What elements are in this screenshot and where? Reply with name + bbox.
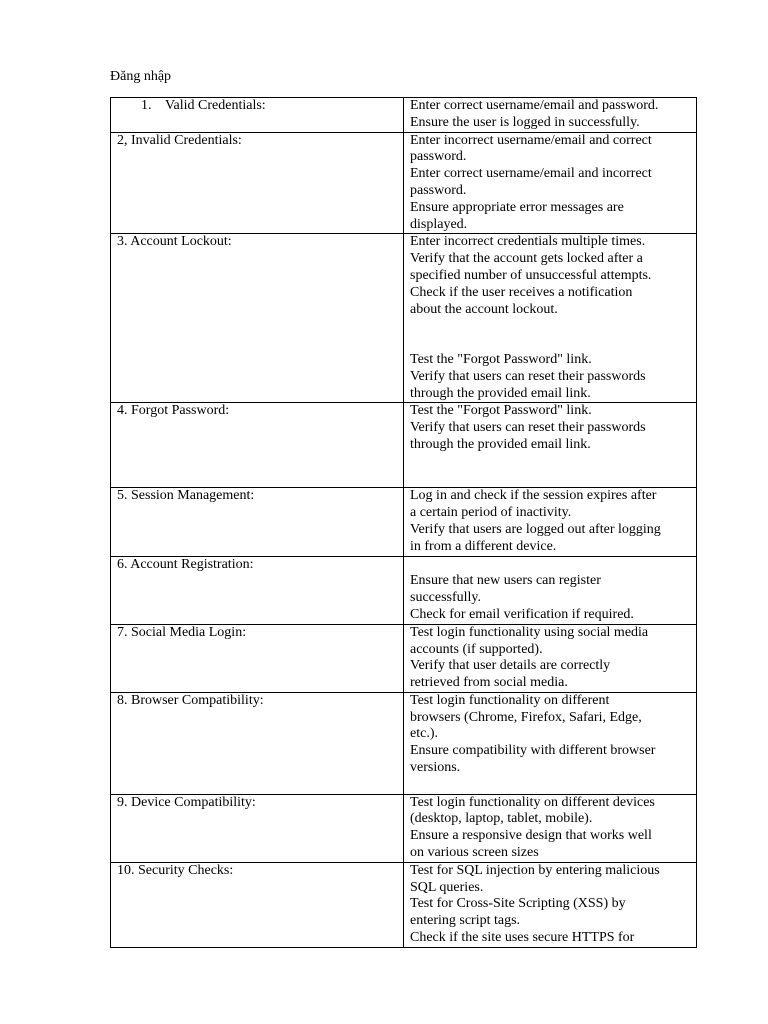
test-step-line: through the provided email link. bbox=[410, 385, 591, 401]
test-step-line: Check if the site uses secure HTTPS for bbox=[410, 930, 635, 946]
test-case-label: 3. Account Lockout: bbox=[117, 234, 232, 250]
test-step-line: versions. bbox=[410, 760, 461, 776]
test-step-line: entering script tags. bbox=[410, 913, 521, 929]
test-step-line: on various screen sizes bbox=[410, 845, 539, 861]
test-case-number: 1. bbox=[141, 98, 152, 113]
test-step-line: a certain period of inactivity. bbox=[410, 505, 572, 521]
test-step-line: displayed. bbox=[410, 216, 468, 232]
table-row bbox=[111, 556, 697, 624]
test-step-line: Ensure compatibility with different browser bbox=[410, 743, 656, 759]
test-step-line: Enter incorrect credentials multiple times. bbox=[410, 234, 646, 250]
test-step-line: SQL queries. bbox=[410, 879, 484, 895]
table-row bbox=[111, 98, 697, 133]
test-steps-cell bbox=[404, 862, 697, 947]
test-step-line: browsers (Chrome, Firefox, Safari, Edge, bbox=[410, 709, 642, 725]
test-step-line: Test login functionality on different bbox=[410, 692, 610, 708]
test-step-line bbox=[410, 454, 690, 471]
test-step-line: about the account lockout. bbox=[410, 301, 558, 317]
test-step-line: etc.). bbox=[410, 726, 438, 742]
test-step-line: (desktop, laptop, tablet, mobile). bbox=[410, 811, 593, 827]
test-step-line: Verify that users can reset their passwords bbox=[410, 368, 646, 384]
table-row bbox=[111, 234, 697, 403]
test-step-line: Verify that the account gets locked after a bbox=[410, 251, 643, 267]
test-step-line bbox=[410, 471, 690, 488]
test-step-line: Check if the user receives a notification bbox=[410, 284, 633, 300]
test-step-line: Verify that users can reset their passwords bbox=[410, 420, 646, 436]
test-step-line: in from a different device. bbox=[410, 538, 557, 554]
table-row bbox=[111, 794, 697, 862]
test-case-cell bbox=[111, 403, 404, 488]
table-row bbox=[111, 488, 697, 556]
test-step-line: Test for Cross-Site Scripting (XSS) by bbox=[410, 896, 626, 912]
test-case-table bbox=[110, 97, 697, 948]
test-step-line: Test login functionality on different devices bbox=[410, 794, 655, 810]
test-step-line: accounts (if supported). bbox=[410, 641, 543, 657]
test-step-line: Ensure appropriate error messages are bbox=[410, 199, 624, 215]
table-row bbox=[111, 624, 697, 692]
table-row bbox=[111, 403, 697, 488]
test-steps-cell bbox=[404, 794, 697, 862]
test-step-line: Enter correct username/email and password. bbox=[410, 98, 659, 113]
test-steps-cell bbox=[404, 556, 697, 624]
test-step-line: retrieved from social media. bbox=[410, 675, 568, 691]
table-row bbox=[111, 692, 697, 794]
test-step-line: Enter incorrect username/email and correct bbox=[410, 132, 652, 148]
test-step-line: password. bbox=[410, 149, 467, 165]
test-case-cell bbox=[111, 98, 404, 133]
page-title: Đăng nhập bbox=[110, 69, 172, 84]
test-step-line: successfully. bbox=[410, 590, 482, 606]
test-steps-cell bbox=[404, 488, 697, 556]
test-step-line bbox=[410, 777, 690, 794]
test-case-label: 6. Account Registration: bbox=[117, 556, 254, 572]
test-case-cell bbox=[111, 234, 404, 403]
test-steps-cell bbox=[404, 624, 697, 692]
test-steps-cell bbox=[404, 132, 697, 234]
test-step-line: through the provided email link. bbox=[410, 436, 591, 452]
test-steps-cell bbox=[404, 692, 697, 794]
test-case-cell bbox=[111, 132, 404, 234]
test-step-line: password. bbox=[410, 182, 467, 198]
test-case-label: 2, Invalid Credentials: bbox=[117, 132, 242, 148]
test-step-line: Test the "Forgot Password" link. bbox=[410, 403, 592, 419]
test-case-label: 8. Browser Compatibility: bbox=[117, 692, 264, 708]
test-case-cell bbox=[111, 624, 404, 692]
test-case-cell bbox=[111, 488, 404, 556]
test-case-cell bbox=[111, 862, 404, 947]
test-case-label: 4. Forgot Password: bbox=[117, 403, 230, 419]
table-row bbox=[111, 862, 697, 947]
test-step-line: Enter correct username/email and incorrect bbox=[410, 166, 652, 182]
test-step-line bbox=[410, 557, 690, 574]
table-row bbox=[111, 132, 697, 234]
test-case-label: 7. Social Media Login: bbox=[117, 624, 247, 640]
test-case-cell bbox=[111, 556, 404, 624]
test-step-line: Test for SQL injection by entering malicious bbox=[410, 862, 660, 878]
test-step-line: Log in and check if the session expires after bbox=[410, 488, 657, 504]
test-step-line: specified number of unsuccessful attempts. bbox=[410, 267, 652, 283]
test-case-cell bbox=[111, 794, 404, 862]
test-step-line: Verify that user details are correctly bbox=[410, 658, 611, 674]
test-case-label bbox=[117, 98, 397, 115]
test-steps-cell bbox=[404, 98, 697, 133]
test-step-line: Ensure the user is logged in successfully. bbox=[410, 114, 640, 130]
test-step-line bbox=[410, 335, 690, 352]
test-step-line: Check for email verification if required. bbox=[410, 606, 634, 622]
test-step-line: Verify that users are logged out after logging bbox=[410, 521, 661, 537]
test-step-line: Ensure a responsive design that works well bbox=[410, 828, 652, 844]
test-case-cell bbox=[111, 692, 404, 794]
test-step-line: Test the "Forgot Password" link. bbox=[410, 351, 592, 367]
test-case-label: 10. Security Checks: bbox=[117, 862, 234, 878]
test-steps-cell bbox=[404, 403, 697, 488]
test-step-line: Ensure that new users can register bbox=[410, 573, 601, 589]
test-case-label: 9. Device Compatibility: bbox=[117, 794, 256, 810]
test-case-table-body bbox=[111, 98, 697, 948]
test-step-line: Test login functionality using social media bbox=[410, 624, 649, 640]
test-case-label: 5. Session Management: bbox=[117, 488, 255, 504]
test-step-line bbox=[410, 318, 690, 335]
test-steps-cell bbox=[404, 234, 697, 403]
test-case-name: Valid Credentials: bbox=[165, 98, 266, 113]
